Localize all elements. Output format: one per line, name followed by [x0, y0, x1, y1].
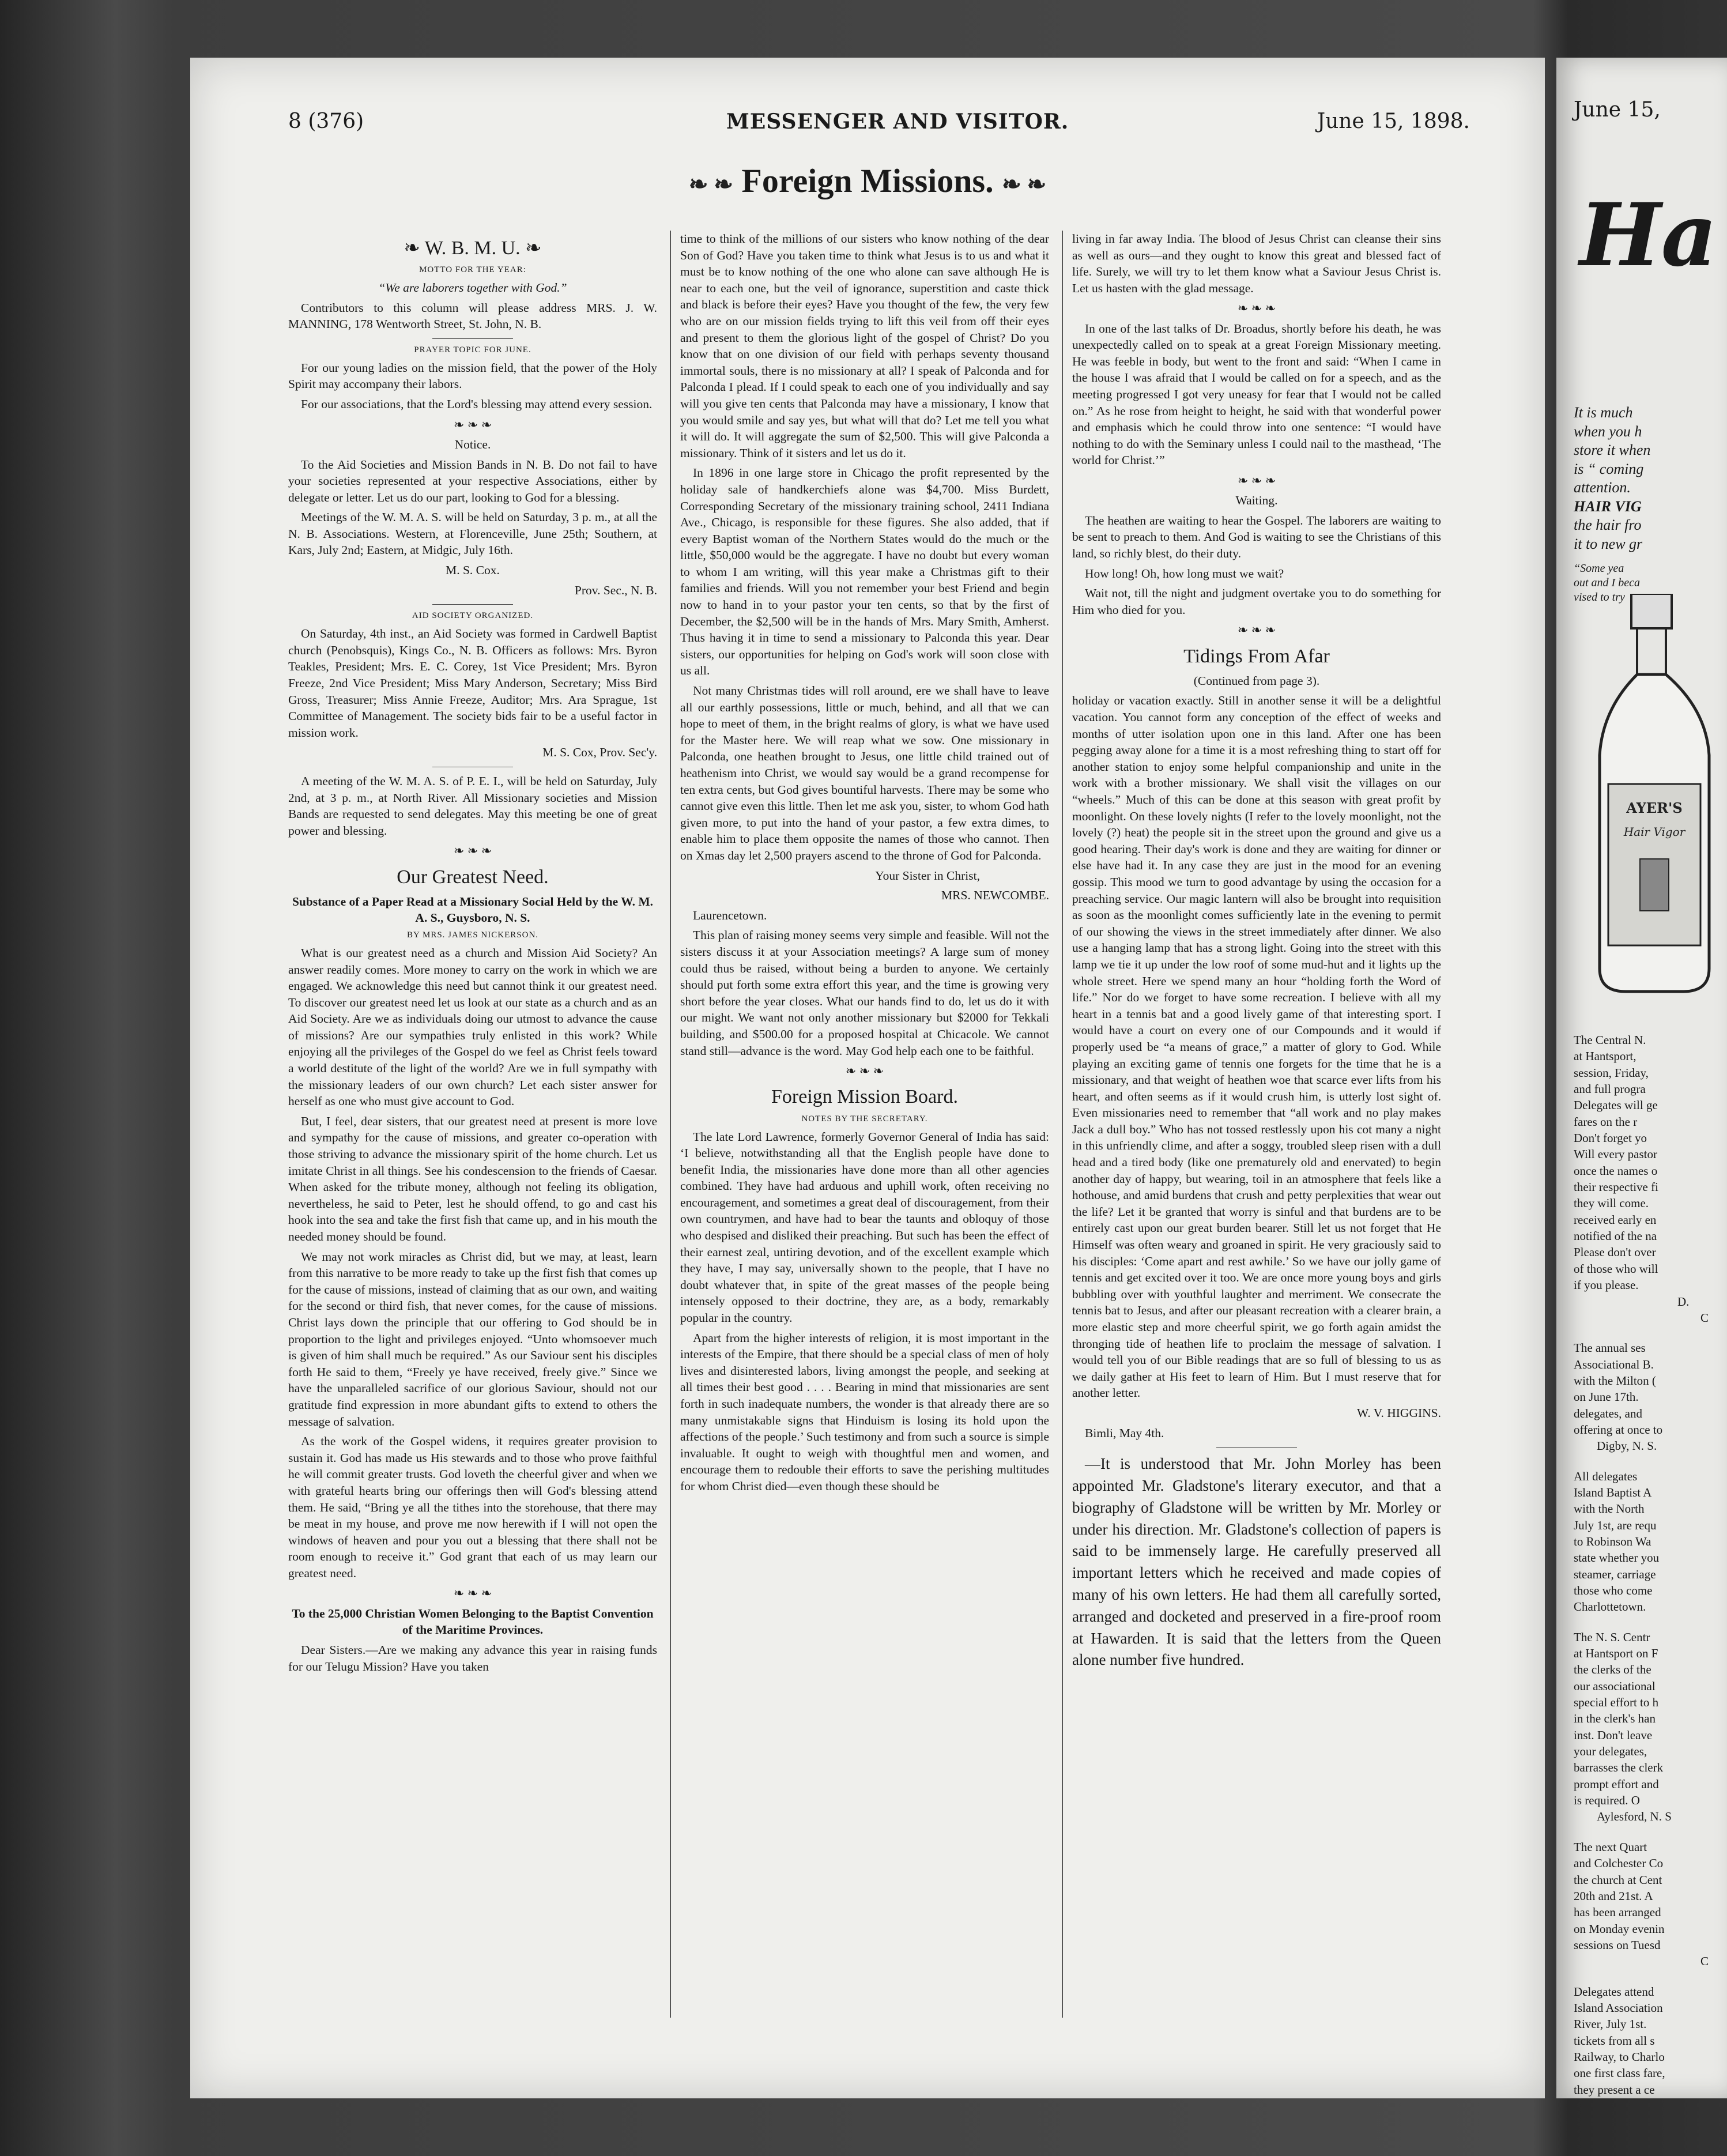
tidings-subtitle: (Continued from page 3).: [1193, 673, 1320, 688]
leaf-ornament-icon: ❧ ❧ ❧: [1237, 623, 1276, 638]
leaf-ornament-icon: ❧ ❧ ❧: [453, 843, 492, 858]
notice-line: with the Milton (: [1574, 1373, 1656, 1388]
notice-line: the clerks of the: [1574, 1663, 1651, 1677]
notice-line: Digby, N. S.: [1597, 1439, 1657, 1453]
greatest-need-byline: BY MRS. JAMES NICKERSON.: [406, 930, 539, 940]
notice-line: Associational B.: [1574, 1357, 1654, 1371]
column-3: [1072, 231, 1441, 2029]
notice-line: steamer, carriage: [1574, 1567, 1656, 1581]
notice-line: in the clerk's han: [1574, 1712, 1656, 1726]
prayer-label: PRAYER TOPIC FOR JUNE.: [414, 345, 531, 355]
notice-line: sessions on Tuesd: [1574, 1938, 1661, 1952]
notice-line: Aylesford, N. S: [1597, 1810, 1672, 1824]
notice-title: Notice.: [454, 437, 491, 451]
board-title: Foreign Mission Board.: [771, 1086, 958, 1108]
notice-line: of those who will: [1574, 1261, 1658, 1276]
ad-line: HAIR VIG: [1574, 497, 1642, 515]
leaf-ornament-icon: ❧ ❧ ❧: [1237, 301, 1276, 316]
ad-line: store it when: [1574, 442, 1651, 458]
bottle-label: AYER'S: [1626, 800, 1683, 816]
col3-para-3: The heathen are waiting to hear the Gospel. The laborers are waiting to be sent to preach to them. And God is waiting to see the Christians of this land, so richly blest, do their duty.: [1072, 513, 1441, 560]
notice-line: Don't forget yo: [1574, 1131, 1647, 1145]
col2-para-3: Not many Christmas tides will roll around, ere we shall have to leave all our earthly possessions, little or much, behind, and all that we can hope to meet of them, in the bright realms of glory, is what we have used for the Master here. We will reap what we sow. One missionary in Palconda, one heathen brought to Jesus, one little child trained out of heathenism into Christ, we would say would be a grand recompense for ten extra cents, but God gives bountiful harvests. There may be some who cannot give even this little. Then let me ask you, sister, to whom God hath given more, to put into the hand of your pastor, a few extra dimes, to enable him to place them opposite the names of those who cannot. Then on Xmas day let 2,500 prayers ascend to the throne of God for Palconda.: [680, 684, 1049, 862]
leaf-ornament-icon: ❧: [404, 238, 425, 259]
leaf-ornament-icon: ❧ ❧ ❧: [453, 417, 492, 432]
adjacent-page-date: June 15,: [1574, 98, 1661, 122]
leaf-ornament-icon: ❧ ❧ ❧: [845, 1064, 884, 1079]
ad-line: out and I beca: [1574, 576, 1640, 589]
column-rule: [670, 231, 671, 2018]
notice-line: River, July 1st.: [1574, 2017, 1647, 2031]
notice-line: and Colchester Co: [1574, 1856, 1664, 1871]
notice-line: Delegates will ge: [1574, 1098, 1658, 1113]
col2-para-1: time to think of the millions of our sisters who know nothing of the dear Son of God? Have you taken time to think what Jesus is to us and what it must be to know nothing of the one who alone can save although He is near to each one, but the veil of ignorance, superstition and caste thick and black is before their eyes? Have you thought of the few, the very few who are on our mission fields trying to lift this veil from off their eyes and present to them the glorious light of the gospel of Christ? Do you know that on one division of our field with perhaps seventy thousand immortal souls, there is no missionary at all? I speak of Palconda and for Palconda I plead. If I could speak to each one of you individually and say will you give ten cents that Palconda may have a missionary, I know that you would smile and say yes, but what will that do? Let me tell you what it will do. It will aggregate the sum of $2,500. This will give Palconda a missionary. Think of it sisters and let us do it.: [680, 232, 1049, 460]
notice-line: The N. S. Centr: [1574, 1630, 1650, 1644]
notice-line: at Hantsport on F: [1574, 1646, 1658, 1661]
notice-line: Will every pastor: [1574, 1147, 1657, 1162]
notice-line: they present a ce: [1574, 2082, 1655, 2097]
column-1: [288, 231, 657, 2029]
notice-line: once the names o: [1574, 1163, 1658, 1178]
notice-line: with the North: [1574, 1502, 1645, 1516]
notice-line: has been arranged: [1574, 1905, 1661, 1920]
aid-society-title: AID SOCIETY ORGANIZED.: [412, 611, 534, 621]
col2-para-2: In 1896 in one large store in Chicago the profit represented by the holiday sale of handkerchiefs alone was $4,700. Miss Burdett, Corresponding Secretary of the missionary training school, 2411 Indiana Ave., Chicago, is responsible for these figures. She also added, that if every Baptist woman of the Northern States would do the much or the little, $50,000 would be the aggregate. I have no doubt but every woman to whom I am writing, will this year make a Christmas gift to their families and friends. Will you not remember your best Friend and begin now to hand in to your pastor your ten cents, so that by the first of December, the $2,500 will be in the hands of Mrs. Mary Smith, Amherst. Thus having it in time to send a missionary to Palconda this year. Dear sisters, our opportunities for helping on God's work will soon close with us all.: [680, 466, 1049, 678]
greatest-need-para-2: But, I feel, dear sisters, that our greatest need at present is more love and sympathy for the cause of missions, and greater co-operation with those striving to advance the missionary spirit of the home church. Let us imitate Christ in all things. See his condescension to the friends of Caesar. When asked for the tribute money, although not feeling its obligation, nevertheless, he said to Peter, lest he should offend, to go and cast his hook into the sea and take the first fish that came up, and in his mouth the needed money should be found.: [288, 1114, 657, 1243]
notice-line: Charlottetown.: [1574, 1600, 1646, 1614]
aid-society-signature: M. S. Cox, Prov. Sec'y.: [542, 745, 657, 760]
tidings-place: Bimli, May 4th.: [1085, 1426, 1164, 1440]
ad-line: “Some yea: [1574, 562, 1624, 575]
leaf-ornament-icon: ❧: [520, 238, 542, 259]
page-number: 8 (376): [288, 110, 364, 133]
ad-title: Ha: [1579, 184, 1717, 286]
col3-para-2: In one of the last talks of Dr. Broadus, shortly before his death, he was unexpectedly called on to speak at a great Foreign Missionary meeting. He was feeble in body, but went to the front and said: “When I came in the house I was afraid that I would be called on for a speech, and as the meeting progressed I got very uneasy for fear that I would not be called on.” As he rose from height to height, he said with that wonderful power and emphasis which he could throw into one sentence: “I would have nothing to do with the Seminary unless I could nail to the masthead, ‘The world for Christ.’”: [1072, 321, 1441, 468]
morley-note: —It is understood that Mr. John Morley has been appointed Mr. Gladstone's literary executor, and that a biography of Gladstone will be written by Mr. Morley or under his direction. Mr. Gladstone's collection of papers is said to be immensely large. He carefully preserved all important letters which he received and made copies of many of his own letters. He had them all carefully sorted, arranged and docketed and preserved in a fire-proof room at Hawarden. It is said that the letters from the Queen alone number five hundred.: [1072, 1455, 1441, 1669]
notice-line: offering at once to: [1574, 1422, 1663, 1437]
notice-line: Please don't over: [1574, 1245, 1656, 1260]
notice-line: The Central N.: [1574, 1033, 1646, 1047]
issue-date: June 15, 1898.: [1317, 110, 1470, 133]
notice-line: session, Friday,: [1574, 1065, 1649, 1080]
ad-copy: [1574, 404, 1650, 605]
ad-line: is “ coming: [1574, 460, 1644, 477]
notice-line: Railway, to Charlo: [1574, 2049, 1665, 2064]
letter-signature: MRS. NEWCOMBE.: [941, 888, 1049, 903]
col2-para-6: Apart from the higher interests of religion, it is most important in the interests of the Empire, that there should be a special class of men of holy lives and disinterested labors, living amongst the people, and seeking at all times their best good . . . . Bearing in mind that missionaries are sent forth in such inadequate numbers, the wonder is that already there are so many unmistakable signs that Hinduism is losing its hold upon the affections of the people.’ Such testimony and from such a source is simple invaluable. It ought to weigh with thoughtful men and women, and encourage them to redouble their efforts to save the perishing multitudes for whom Christ died—even though these should be: [680, 1330, 1049, 1493]
ad-line: it to new gr: [1574, 535, 1643, 552]
letter-place: Laurencetown.: [693, 908, 767, 922]
masthead: [288, 110, 1470, 150]
notice-line: our associational: [1574, 1679, 1656, 1693]
waiting-title: Waiting.: [1235, 493, 1278, 508]
leaf-ornament-icon: ❧ ❧ ❧: [453, 1586, 492, 1601]
notice-line: C: [1700, 1954, 1709, 1969]
notice-line: their respective fi: [1574, 1180, 1658, 1194]
notice-line: Island Baptist A: [1574, 1485, 1652, 1499]
adjacent-page: [1556, 58, 1727, 2098]
leaf-ornament-icon: ❧ ❧: [688, 171, 733, 197]
leaf-ornament-icon: ❧ ❧: [1002, 171, 1047, 197]
notice-line: Island Association: [1574, 2000, 1663, 2015]
notice-line: The next Quart: [1574, 1840, 1647, 1854]
notice-2: Meetings of the W. M. A. S. will be held on Saturday, 3 p. m., at all the N. B. Associations. Western, at Florenceville, June 25th; Southern, at Kars, July 2nd; Eastern, at Midgic, July 16th.: [288, 510, 657, 557]
col2-para-5: The late Lord Lawrence, formerly Governor General of India has said: ‘I believe, notwithstanding all that the English people have done to benefit India, the missionaries have done more than all other agencies combined. They have had arduous and uphill work, often receiving no encouragement, and sometimes a great deal of discouragement, from their own countrymen, and have had to bear the taunts and obloquy of those who despised and disliked their preaching. But such has been the effect of their earnest zeal, untiring devotion, and of the excellent example which they have, I may say, universally shown to the people, that I have no doubt whatever that, in spite of the great masses of the people being intensely opposed to their doctrine, they are, as a body, remarkably popular in the country.: [680, 1129, 1049, 1325]
col2-para-4: This plan of raising money seems very simple and feasible. Will not the sisters discuss it at your Association meetings? A large sum of money could thus be raised, without being a burden to anyone. We certainly should put forth some extra effort this year, and the time is growing very short before the year closes. What our hands find to do, let us do it with our might. We want not only another missionary but $2000 for Tekkali building, and $500.00 for a proposed hospital at Chicacole. We cannot stand still—advance is the word. May God help each one to be faithful.: [680, 928, 1049, 1058]
telugu-appeal-title: To the 25,000 Christian Women Belonging to the Baptist Convention of the Maritime Provinces.: [292, 1606, 654, 1637]
notice-line: tickets from all s: [1574, 2033, 1655, 2048]
notice-line: if you please.: [1574, 1278, 1639, 1292]
greatest-need-subtitle: Substance of a Paper Read at a Missionary Social Held by the W. M. A. S., Guysboro, N. S.: [292, 894, 654, 925]
greatest-need-title: Our Greatest Need.: [397, 866, 549, 888]
aid-society-text: On Saturday, 4th inst., an Aid Society was formed in Cardwell Baptist church (Penobsquis), Kings Co., N. B. Officers as follows: Mrs. Byron Teakles, President; Mrs. E. C. Corey, 1st Vice President; Mrs. Byron Freeze, 2nd Vice President; Miss Mary Anderson, Secretary; Miss Bird Gross, Treasurer; Miss Annie Freeze, Auditor; Mrs. Ara Sprague, 1st Committee of Management. The society bids fair to be a useful factor in mission work.: [288, 627, 657, 740]
ad-line: the hair fro: [1574, 517, 1642, 533]
notice-line: is required. O: [1574, 1793, 1640, 1808]
pei-meeting-text: A meeting of the W. M. A. S. of P. E. I., will be held on Saturday, July 2nd, at 3 p. m., at North River. All Missionary societies and Mission Bands are requested to send delegates. May this meeting be one of great power and blessing.: [288, 774, 657, 838]
tidings-text: holiday or vacation exactly. Still in another sense it will be a delightful vacation. You cannot form any conception of the effect of weeks and months of utter isolation upon one in this land. After one has been pegging away alone for a time it is a most refreshing thing to start off for another station to enjoy some helpful companionship and unite in the work with a brother missionary. We shall visit the villages on our “wheels.” Much of this can be done at this season with great profit by moonlight. On these lovely nights (I refer to the lovely moonlight, not the lovely (?) heat) the people sit in the street upon the ground and give us a good hearing. Their day's work is done and they are waiting for dinner or else have had it. In any case they are just in the mood for an evening gossip. This mood we turn to good advantage by using the occasion for a preaching service. Our magic lantern will also be brought into requisition as soon as the moonlight comes sufficiently late in the evening to permit of our showing the views in the street immediately after dinner. We also use a hanging lamp that has a strong light. Going into the street with this lamp we tie it up under the low roof of some mud-hut and it lights up the whole street. Here we spend many an hour “holding forth the Word of life.” Nor do we forget to have some recreation. I believe with all my heart in a tennis bat and a good lively game of that interesting sport. I would have a court on every one of our Compounds and it would if properly used be “a means of grace,” a matter of glory to God. While playing an exciting game of tennis one forgets for the time that he is a missionary, and that weight of heathen woe that scarce ever lifts from his heart, and often seems as if it would crush him, is utterly lost sight of. Even missionaries need to remember that “all work and no play makes Jack a dull boy.” Who has not tossed restlessly upon his cot many a night in this unfriendly clime, and after a soggy, troubled sleep risen with a dull head and a tired body (like one prematurely old and enervated) to begin another day of happy, but wearing, toil in an atmosphere that feels like a hothouse, and amid burdens that crush and petty perplexities that wear out the life? Let it be granted that worry is sinful and that burdens are to be entirely cast upon our great burden bearer. Still let us not forget that He Himself was often weary and groaned in spirit. He very graciously said to his disciples: ‘Come apart and rest awhile.’ So we have our jolly game of tennis and get excited over it too. We are once more young boys and girls bubbling over with youthful laughter and merriment. We consecrate the tennis bat to Jesus, and after our pleasant recreation with a clearer brain, a more elastic step and more cheerful spirit, we go forth again amidst the thronging tide of heathen life to proclaim the message of salvation. I would tell you of our Bible readings that are so full of blessing to us as we daily gather at His feet to learn of Him. But I must reserve that for another letter.: [1072, 693, 1441, 1400]
notice-line: and full progra: [1574, 1082, 1646, 1096]
notice-line: delegates, and: [1574, 1406, 1642, 1420]
paper-name: MESSENGER AND VISITOR.: [726, 110, 1069, 134]
notice-signature-title: Prov. Sec., N. B.: [574, 583, 657, 597]
prayer-1: For our young ladies on the mission field, that the power of the Holy Spirit may accompany their labors.: [288, 360, 657, 391]
greatest-need-para-1: What is our greatest need as a church and Mission Aid Society? An answer readily comes. More money to carry on the work in which we are engaged. We acknowledge this need but cannot think it our greatest need. To discover our greatest need let us look at our state as a church and as an Aid Society. Are we as individuals doing our utmost to advance the cause of missions? Are our sympathies truly enlisted in this work? While enjoying all the privileges of the Gospel do we feel as Christ feels toward a world destitute of the light of the world? Are we in full sympathy with the missionary leaders of our own church? Let each sister answer for herself as one who must give account to God.: [288, 945, 657, 1109]
greatest-need-para-3: We may not work miracles as Christ did, but we may, at least, learn from this narrative to be more ready to take up the first fish that comes up for the cause of missions, instead of claiming that as our own, and waiting for the second or third fish, that never comes, for the cause of missions. Christ lays down the principle that our offering to God should be in proportion to the light and privileges enjoyed. “Unto whomsoever much is given of him shall much be required.” As our Saviour sent his disciples forth He said to them, “Freely ye have received, freely give.” Since we have the unparalleled sacrifice of our glorious Saviour, should not our gratitude find expression in more abundant gifts to extend to others the message of salvation.: [288, 1249, 657, 1428]
tidings-title: Tidings From Afar: [1183, 645, 1330, 667]
section-title: Foreign Missions.: [741, 162, 994, 199]
notice-line: The annual ses: [1574, 1341, 1646, 1355]
leaf-ornament-icon: ❧ ❧ ❧: [1237, 473, 1276, 488]
divider: [1216, 1447, 1297, 1448]
notice-line: at Hantsport,: [1574, 1049, 1636, 1064]
notice-line: on Monday evenin: [1574, 1921, 1665, 1936]
notice-line: barrasses the clerk: [1574, 1761, 1664, 1775]
notice-line: special effort to h: [1574, 1695, 1659, 1710]
motto-label: MOTTO FOR THE YEAR:: [419, 265, 526, 275]
notice-signature: M. S. Cox.: [446, 563, 500, 578]
column-2: [680, 231, 1049, 2029]
notice-line: D.: [1677, 1294, 1690, 1309]
contributors-note: Contributors to this column will please address MRS. J. W. MANNING, 178 Wentworth Street, St. John, N. B.: [288, 300, 657, 331]
divider: [432, 604, 513, 605]
notice-line: C: [1700, 1310, 1709, 1325]
notice-line: notified of the na: [1574, 1229, 1657, 1243]
notices-column: [1574, 1032, 1709, 2098]
notice-line: July 1st, are requ: [1574, 1518, 1657, 1532]
prayer-2: For our associations, that the Lord's blessing may attend every session.: [301, 397, 653, 412]
notice-line: inst. Don't leave: [1574, 1728, 1653, 1742]
board-subtitle: NOTES BY THE SECRETARY.: [801, 1114, 928, 1124]
svg-text:Hair Vigor: Hair Vigor: [1623, 825, 1685, 839]
notice-line: on June 17th.: [1574, 1390, 1639, 1404]
notice-line: received early en: [1574, 1212, 1657, 1227]
ad-line: It is much: [1574, 404, 1633, 421]
newspaper-page: [190, 58, 1545, 2098]
notice-line: Delegates attend: [1574, 1984, 1654, 1999]
notice-line: the church at Cent: [1574, 1872, 1662, 1887]
notice-line: prompt effort and: [1574, 1777, 1659, 1791]
notice-1: To the Aid Societies and Mission Bands in N. B. Do not fail to have your societies represented at your respective Associations, either by delegate or letter. Let us do our part, looking to God for a blessing.: [288, 457, 657, 504]
hair-vigor-bottle-icon: [1591, 594, 1718, 997]
notice-line: 20th and 21st. A: [1574, 1889, 1653, 1903]
col3-para-4: How long! Oh, how long must we wait?: [1085, 566, 1284, 581]
column-rule: [1062, 231, 1063, 2018]
divider: [432, 338, 513, 339]
col3-para-1: living in far away India. The blood of Jesus Christ can cleanse their sins as well as ours—and they ought to know this great and blessed fact of life. Surely, we will try to let them know what a Saviour Jesus Christ is. Let us hasten with the glad message.: [1072, 232, 1441, 295]
notice-line: those who come: [1574, 1584, 1653, 1597]
notice-line: your delegates,: [1574, 1744, 1647, 1759]
ad-line: vised to try: [1574, 591, 1625, 604]
notice-line: to Robinson Wa: [1574, 1534, 1651, 1548]
notice-line: state whether you: [1574, 1551, 1660, 1565]
notice-line: fares on the r: [1574, 1114, 1638, 1129]
col3-para-5: Wait not, till the night and judgment overtake you to do something for Him who died for you.: [1072, 586, 1441, 617]
notice-line: one first class fare,: [1574, 2066, 1665, 2080]
notice-line: they will come.: [1574, 1196, 1649, 1211]
ad-line: when you h: [1574, 423, 1642, 440]
letter-closing: Your Sister in Christ,: [875, 868, 980, 883]
greatest-need-para-4: As the work of the Gospel widens, it requires greater provision to sustain it. God has made us His stewards and to those who prove faithful he will commit greater trusts. God loveth the cheerful giver and when we with grateful hearts bring our offerings then will God's blessing attend them. He said, “Bring ye all the tithes into the storehouse, that there may be meat in my house, and prove me now herewith if I will not open the windows of heaven and pour you out a blessing that there shall not be room enough to receive it.” God grant that each of us may learn our greatest need.: [288, 1434, 657, 1580]
wbmu-title: W. B. M. U.: [424, 238, 521, 259]
telugu-appeal-text: Dear Sisters.—Are we making any advance this year in raising funds for our Telugu Mission? Have you taken: [288, 1642, 657, 1673]
motto: “We are laborers together with God.”: [378, 281, 567, 295]
tidings-signature: W. V. HIGGINS.: [1357, 1405, 1441, 1420]
section-heading: [190, 161, 1545, 208]
wbmu-heading: [288, 235, 657, 261]
ad-line: attention.: [1574, 479, 1631, 496]
notice-line: All delegates: [1574, 1469, 1638, 1483]
